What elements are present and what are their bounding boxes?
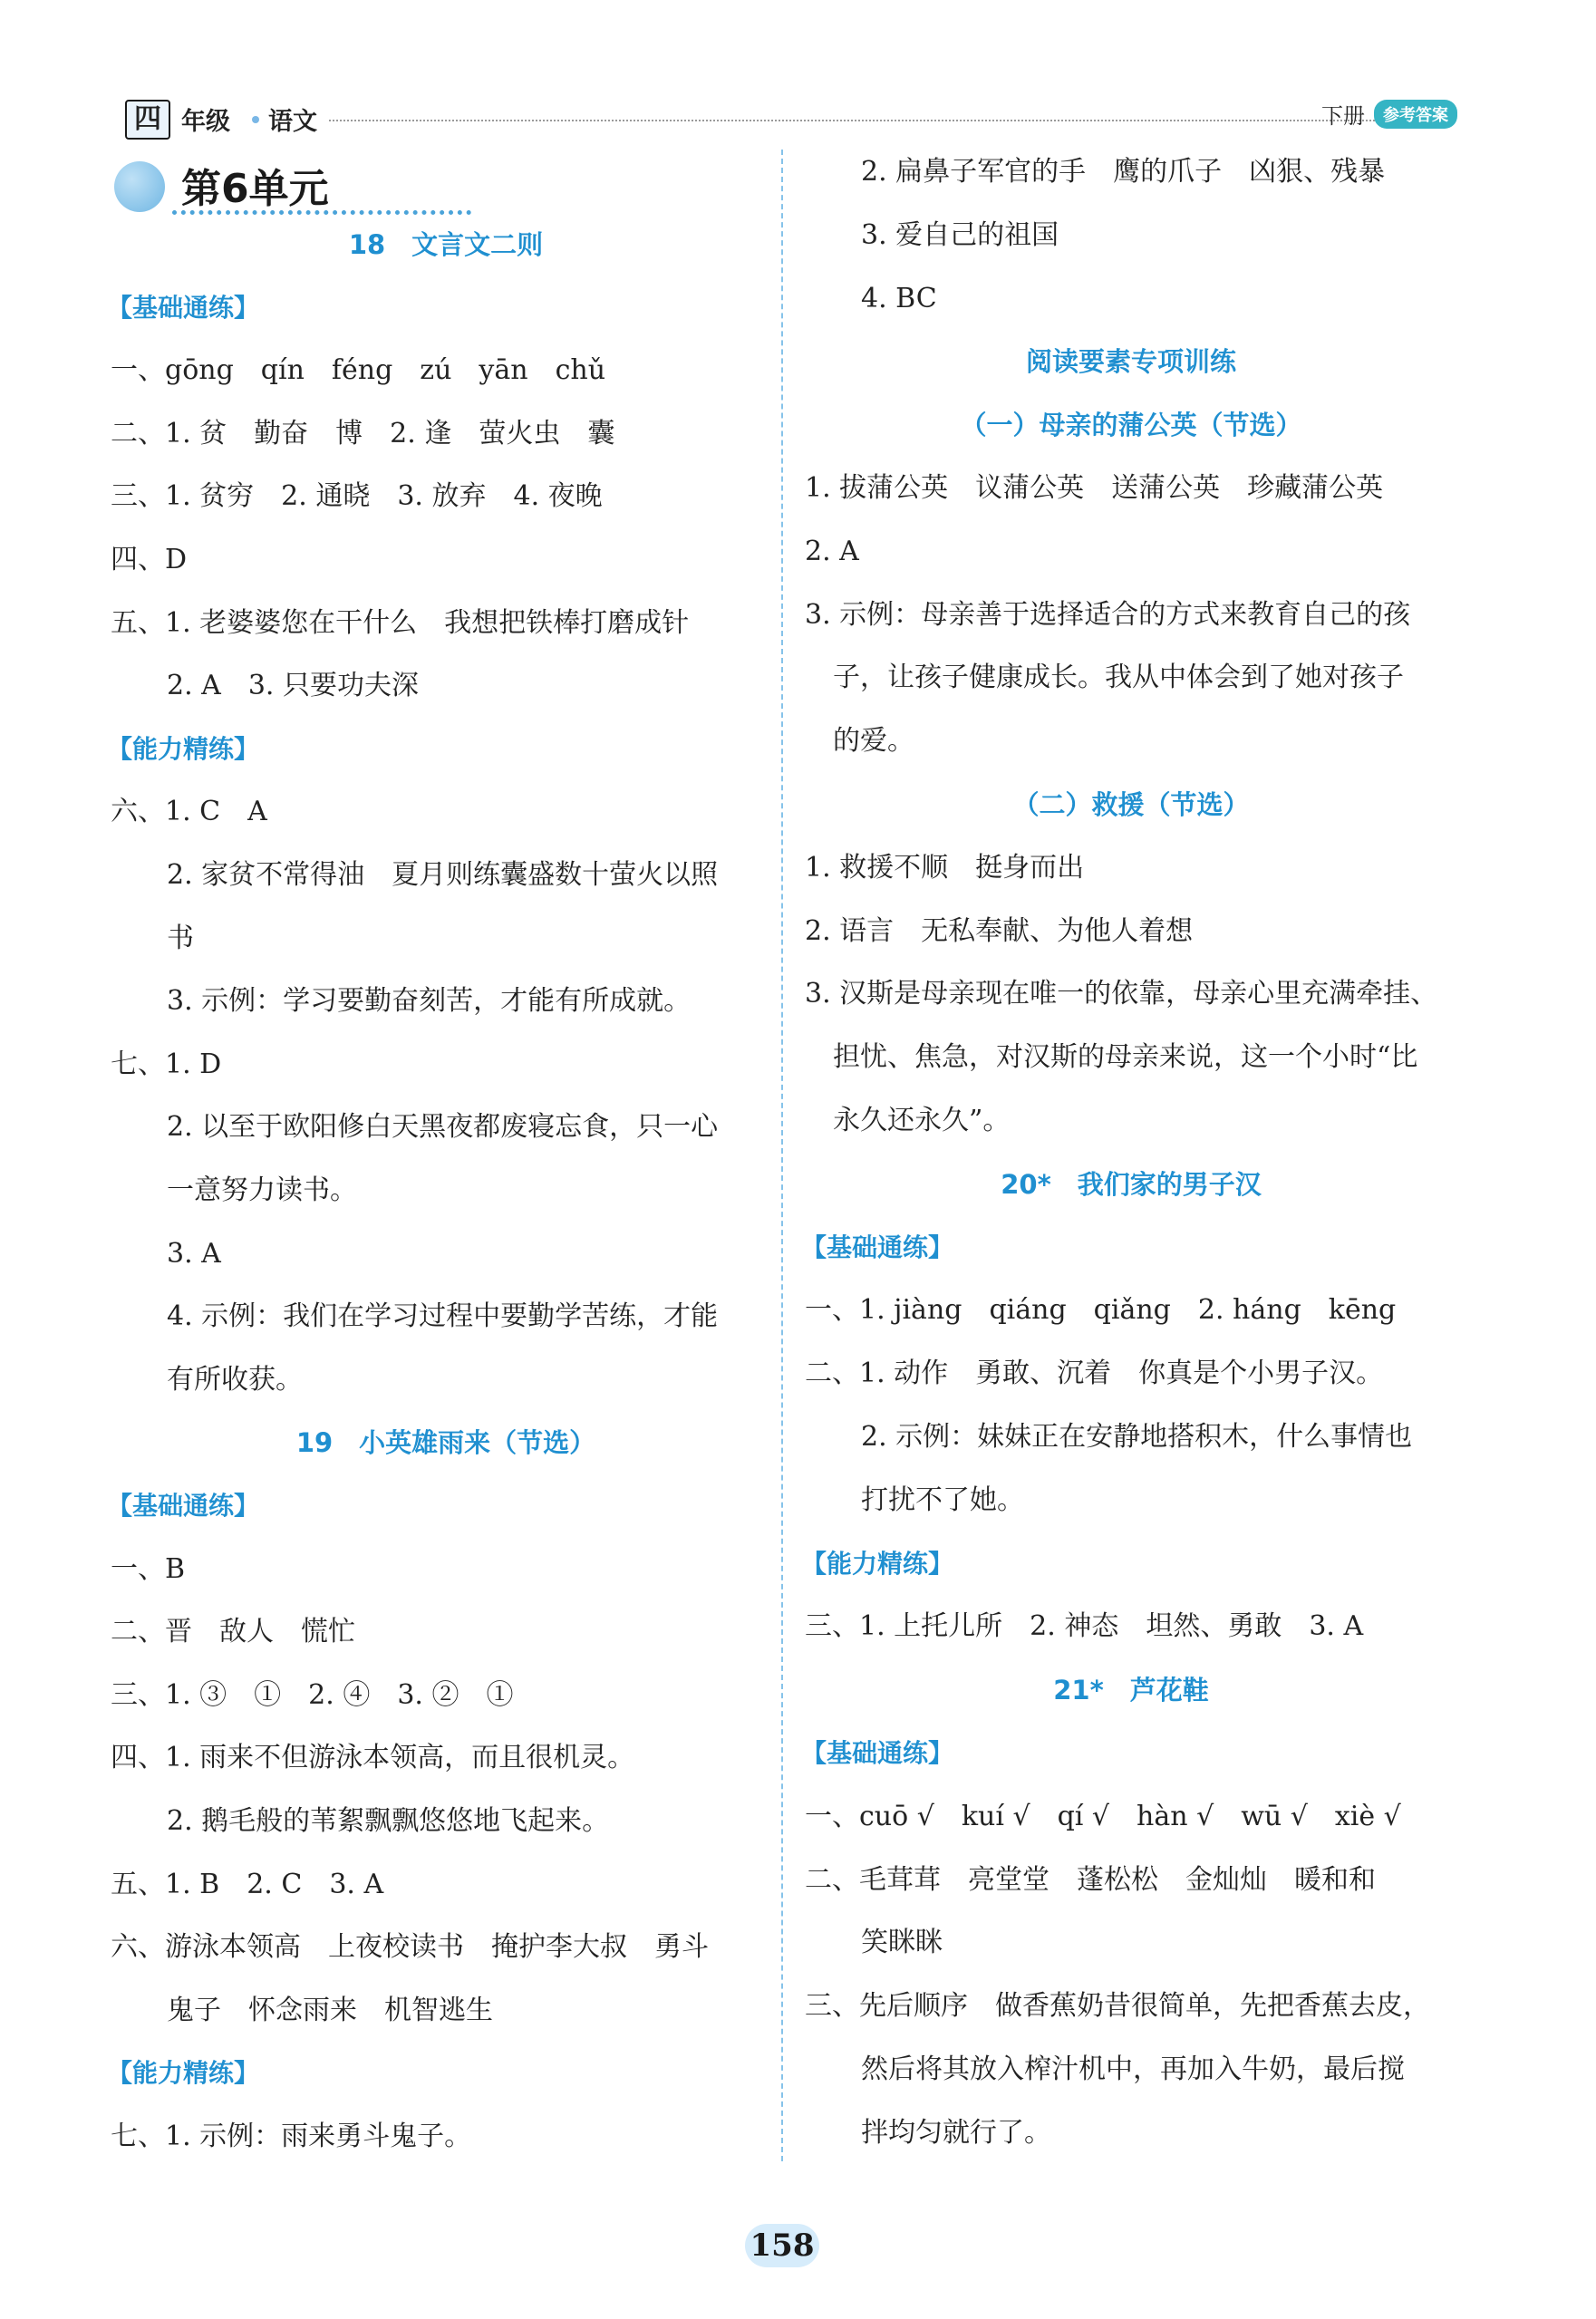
answer-line: 二、毛茸茸 亮堂堂 蓬松松 金灿灿 暖和和 <box>805 1863 1376 1896</box>
answer-line: 二、1. 贫 勤奋 博 2. 逢 萤火虫 囊 <box>111 417 615 449</box>
unit-title-underline <box>172 210 471 215</box>
answer-line: 五、1. 老婆婆您在干什么 我想把铁棒打磨成针 <box>111 606 690 639</box>
separator-dot-icon <box>252 116 259 123</box>
section-heading: 20* 我们家的男子汉 <box>1001 1168 1262 1200</box>
answer-line: 2. 示例：妹妹正在安静地搭积木，什么事情也 <box>861 1421 1413 1453</box>
answer-line: 4. 示例：我们在学习过程中要勤学苦练，才能 <box>167 1300 719 1333</box>
answer-line: 鬼子 怀念雨来 机智逃生 <box>167 1994 493 2026</box>
section-heading: （二）救援（节选） <box>1012 789 1250 820</box>
page-number: 158 <box>750 2227 815 2264</box>
answer-line: 然后将其放入榨汁机中，再加入牛奶，最后搅 <box>861 2053 1405 2085</box>
answer-line: 3. 示例：学习要勤奋刻苦，才能有所成就。 <box>167 985 692 1018</box>
answer-line: 书 <box>167 922 194 954</box>
answer-line: 担忧、焦急，对汉斯的母亲来说，这一个小时“比 <box>833 1041 1418 1074</box>
answer-line: 六、游泳本领高 上夜校读书 掩护李大叔 勇斗 <box>111 1931 709 1964</box>
answer-line: 3. A <box>167 1237 221 1270</box>
header-right <box>1321 98 1457 130</box>
answer-line: 3. 爱自己的祖国 <box>861 218 1059 251</box>
subsection-label: 【能力精练】 <box>107 2058 260 2089</box>
volume-label: 下册 <box>1321 103 1365 129</box>
answer-line: 2. 鹅毛般的苇絮飘飘悠悠地飞起来。 <box>167 1805 610 1837</box>
answer-line: 2. A <box>805 535 859 567</box>
answer-line: 六、1. C A <box>111 796 267 828</box>
answer-line: 三、先后顺序 做香蕉奶昔很简单，先把香蕉去皮， <box>805 1990 1430 2023</box>
answer-key-badge: 参考答案 <box>1374 100 1457 129</box>
subsection-label: 【能力精练】 <box>107 733 260 764</box>
answer-line: 3. 示例：母亲善于选择适合的方式来教育自己的孩 <box>805 598 1411 631</box>
answer-line: 七、1. 示例：雨来勇斗鬼子。 <box>111 2121 472 2152</box>
answer-line: 2. 以至于欧阳修白天黑夜都废寝忘食，只一心 <box>167 1111 719 1144</box>
answer-line: 二、晋 敌人 慌忙 <box>111 1616 355 1648</box>
subject-label: 语文 <box>268 108 317 136</box>
subsection-label: 【基础通练】 <box>107 292 260 323</box>
subsection-label: 【基础通练】 <box>801 1232 954 1262</box>
answer-line: 一意努力读书。 <box>167 1174 357 1206</box>
section-heading: 18 文言文二则 <box>348 229 544 260</box>
header-dotted-rule <box>329 120 1389 121</box>
unit-title-text: 第6单元 <box>181 166 329 212</box>
column-divider <box>781 150 783 2161</box>
section-heading: 21* 芦花鞋 <box>1053 1675 1209 1706</box>
answer-line: 2. 语言 无私奉献、为他人着想 <box>805 914 1194 947</box>
answer-line: 1. 拔蒲公英 议蒲公英 送蒲公英 珍藏蒲公英 <box>805 472 1384 504</box>
answer-line: 2. 扁鼻子军官的手 鹰的爪子 凶狠、残暴 <box>861 156 1386 188</box>
answer-line: 一、B <box>111 1552 186 1585</box>
subsection-label: 【基础通练】 <box>801 1738 954 1768</box>
grade-number-box: 四 <box>125 100 170 140</box>
answer-line: 子，让孩子健康成长。我从中体会到了她对孩子 <box>833 662 1404 694</box>
answer-line: 1. 救援不顺 挺身而出 <box>805 851 1085 884</box>
answer-line: 四、1. 雨来不但游泳本领高，而且很机灵。 <box>111 1742 635 1774</box>
answer-line: 一、cuō √ kuí √ qí √ hàn √ wū √ xiè √ <box>805 1800 1401 1832</box>
answer-line: 打扰不了她。 <box>861 1483 1024 1516</box>
answer-line: 4. BC <box>861 282 937 314</box>
page-header <box>125 94 1457 141</box>
answer-line: 三、1. 上托儿所 2. 神态 坦然、勇敢 3. A <box>805 1610 1364 1643</box>
section-heading: （一）母亲的蒲公英（节选） <box>960 410 1302 441</box>
answer-line: 三、1. ③ ① 2. ④ 3. ② ① <box>111 1678 514 1711</box>
answer-line: 有所收获。 <box>167 1363 303 1396</box>
page-number-badge <box>741 2220 823 2271</box>
section-heading: 阅读要素专项训练 <box>1025 346 1236 378</box>
answer-line: 拌均匀就行了。 <box>861 2116 1051 2149</box>
subsection-label: 【能力精练】 <box>801 1548 954 1579</box>
answer-line: 一、gōng qín féng zú yān chǔ <box>111 354 606 387</box>
answer-line: 笑眯眯 <box>861 1927 943 1959</box>
answer-line: 二、1. 动作 勇敢、沉着 你真是个小男子汉。 <box>805 1358 1384 1390</box>
answer-line: 三、1. 贫穷 2. 通晓 3. 放弃 4. 夜晚 <box>111 480 603 513</box>
unit-circle-icon <box>114 161 165 212</box>
answer-line: 2. A 3. 只要功夫深 <box>167 670 419 702</box>
answer-line: 五、1. B 2. C 3. A <box>111 1868 384 1900</box>
answer-line: 的爱。 <box>833 725 914 758</box>
answer-line: 七、1. D <box>111 1048 222 1080</box>
answer-line: 2. 家贫不常得油 夏月则练囊盛数十萤火以照 <box>167 859 719 891</box>
answer-line: 3. 汉斯是母亲现在唯一的依靠，母亲心里充满牵挂、 <box>805 978 1438 1010</box>
answer-line: 一、1. jiàng qiáng qiǎng 2. háng kēng <box>805 1294 1397 1327</box>
section-heading: 19 小英雄雨来（节选） <box>295 1427 596 1459</box>
subsection-label: 【基础通练】 <box>107 1491 260 1521</box>
grade-label: 年级 <box>181 108 230 136</box>
answer-line: 永久还永久”。 <box>833 1105 1011 1136</box>
unit-title <box>114 154 368 217</box>
answer-line: 四、D <box>111 544 188 575</box>
